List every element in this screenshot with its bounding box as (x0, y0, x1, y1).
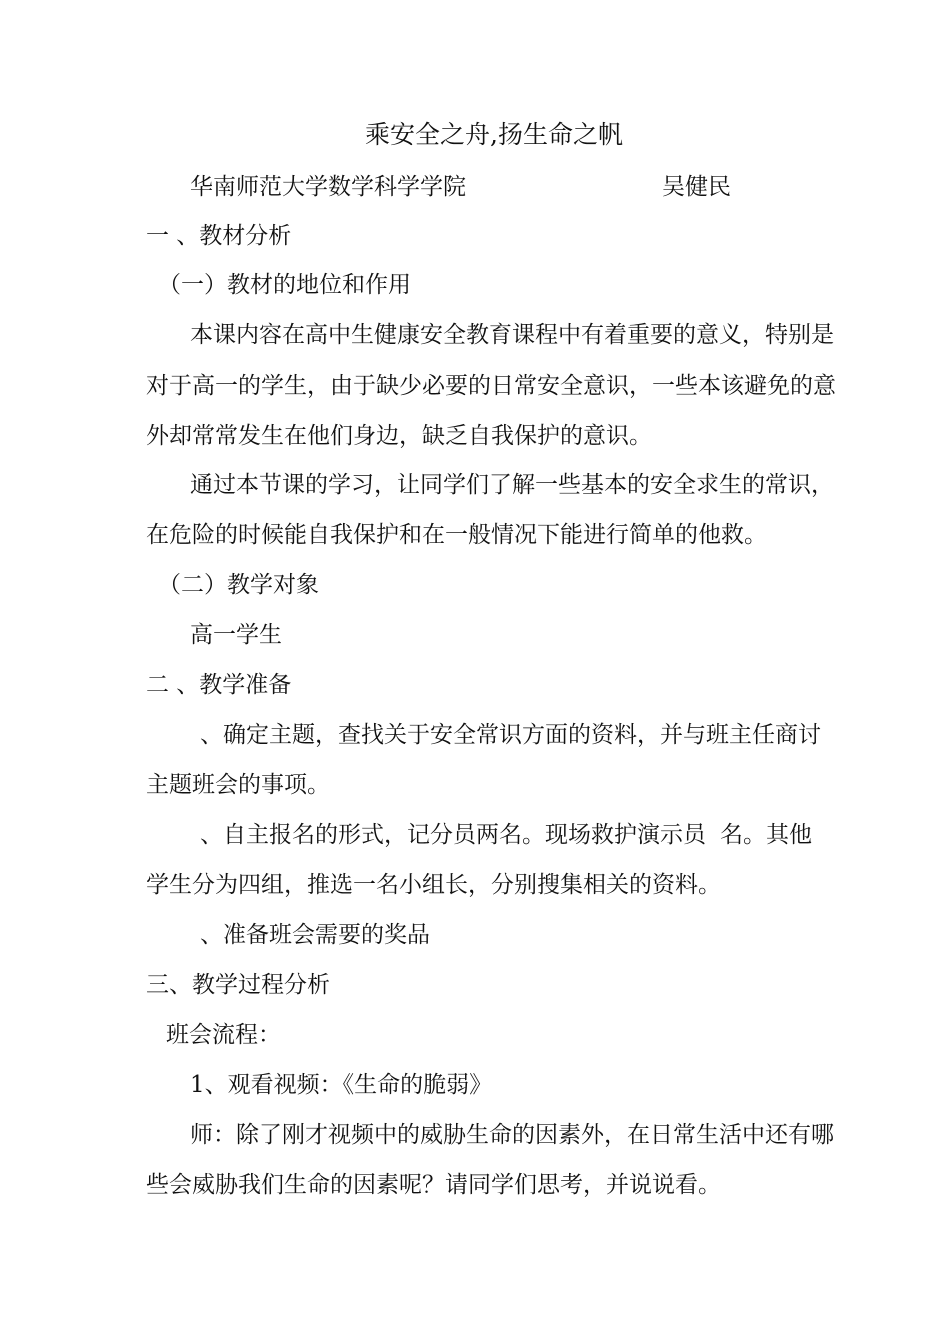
subsection-heading-1: （一）教材的地位和作用 (158, 272, 411, 298)
section-heading-1: 一 、教材分析 (146, 223, 292, 249)
prep-item-1-cont: 主题班会的事项。 (146, 772, 330, 798)
prep-item-1: 、确定主题，查找关于安全常识方面的资料，并与班主任商讨 (200, 722, 821, 748)
paragraph-line: 外却常常发生在他们身边，缺乏自我保护的意识。 (146, 423, 652, 449)
subsection-heading-2: （二）教学对象 (158, 572, 319, 598)
paragraph-line: 通过本节课的学习，让同学们了解一些基本的安全求生的常识， (190, 472, 834, 498)
teacher-line: 些会威胁我们生命的因素呢？请同学们思考，并说说看。 (146, 1172, 721, 1198)
teaching-target-text: 高一学生 (190, 622, 282, 648)
prep-item-3: 、准备班会需要的奖品 (200, 922, 430, 948)
prep-item-2: 、自主报名的形式，记分员两名。现场救护演示员 (200, 822, 706, 848)
teacher-line: 师：除了刚才视频中的威胁生命的因素外，在日常生活中还有哪 (190, 1122, 834, 1148)
paragraph-line: 本课内容在高中生健康安全教育课程中有着重要的意义，特别是 (190, 322, 834, 348)
author-name: 吴健民 (662, 174, 731, 200)
paragraph-line: 在危险的时候能自我保护和在一般情况下能进行简单的他救。 (146, 522, 767, 548)
section-heading-2: 二 、教学准备 (146, 672, 292, 698)
paragraph-line: 对于高一的学生，由于缺少必要的日常安全意识，一些本该避免的意 (146, 373, 836, 399)
prep-item-2-cont: 学生分为四组，推选一名小组长，分别搜集相关的资料。 (146, 872, 721, 898)
prep-item-2-tail: 名。其他 (720, 822, 812, 848)
flow-step-1: 1、观看视频：《生命的脆弱》 (190, 1072, 493, 1098)
flow-label: 班会流程： (166, 1022, 281, 1048)
section-heading-3: 三、教学过程分析 (146, 972, 330, 998)
author-affiliation: 华南师范大学数学科学学院 (190, 174, 466, 200)
document-title: 乘安全之舟,扬生命之帆 (365, 120, 623, 149)
